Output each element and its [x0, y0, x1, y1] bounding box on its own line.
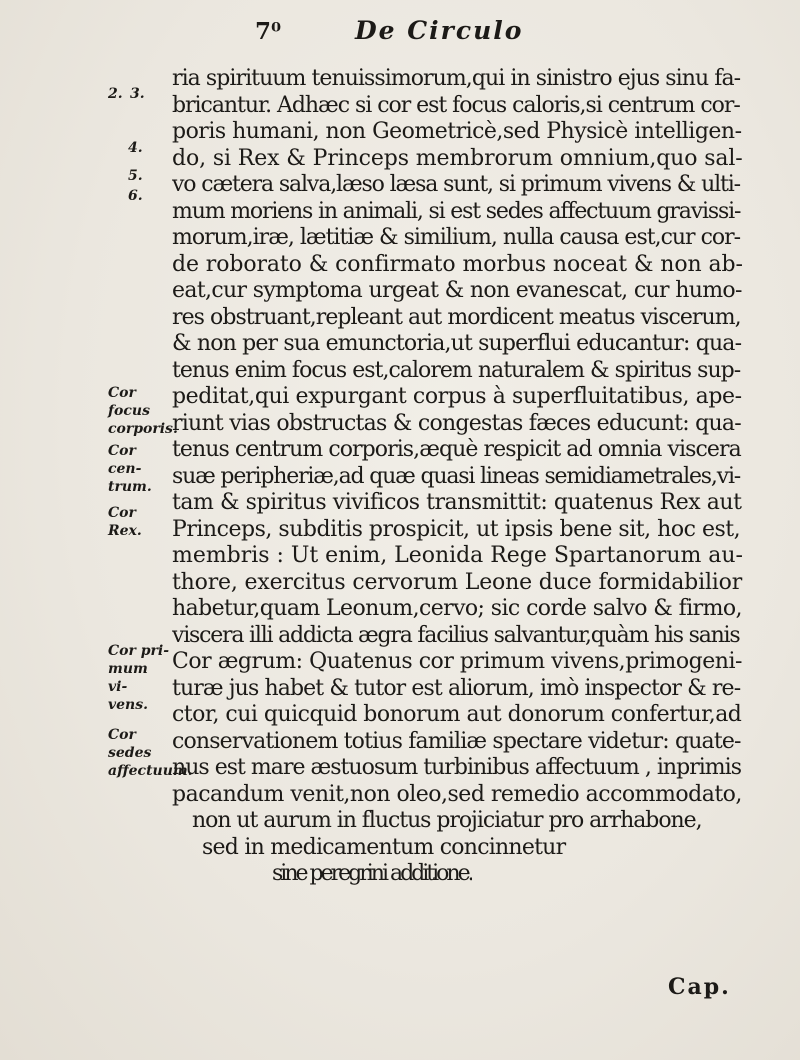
margin-number: 6.	[128, 188, 143, 204]
margin-note: Cor pri- mum vi- vens.	[108, 643, 170, 713]
catchword: Cap.	[668, 974, 731, 1000]
text-line: thore, exercitus cervorum Leone duce formidabilior	[172, 569, 743, 595]
text-line: & non per sua emunctoria,ut superflui educantur: qua-	[172, 331, 742, 356]
page-number: 7⁰	[255, 18, 282, 45]
text-line: membris : Ut enim, Leonida Rege Spartanorum au-	[172, 543, 743, 568]
text-line: peditat,qui expurgant corpus à superfluitatibus, ape-	[172, 384, 742, 409]
text-line: conservationem totius familiæ spectare videtur: quate-	[172, 728, 741, 754]
text-line: bricantur. Adhæc si cor est focus caloris,si centrum cor-	[172, 92, 740, 118]
text-line: res obstruant,repleant aut mordicent meatus viscerum,	[172, 304, 741, 330]
text-line: mum moriens in animali, si est sedes affectuum gravissi-	[172, 198, 741, 224]
text-line: tenus enim focus est,calorem naturalem & spiritus sup-	[172, 357, 741, 383]
text-line: vo cætera salva,læso læsa sunt, si primum vivens & ulti-	[172, 172, 740, 197]
text-line: sed in medicamentum concinnetur	[202, 834, 566, 860]
text-line: do, si Rex & Princeps membrorum omnium,quo sal-	[172, 145, 743, 171]
text-line: eat,cur symptoma urgeat & non evanescat, cur humo-	[172, 278, 742, 303]
text-line: nus est mare æstuosum turbinibus affectuum , inprimis	[172, 755, 742, 780]
text-line: riunt vias obstructas & congestas fæces educunt: qua-	[172, 410, 741, 436]
text-line: suæ peripheriæ,ad quæ quasi lineas semidiametrales,vi-	[172, 463, 741, 489]
margin-number: 4.	[128, 140, 143, 156]
margin-number: 3.	[130, 86, 145, 102]
page-header	[245, 16, 605, 52]
margin-number: 2.	[108, 86, 123, 102]
text-line: turæ jus habet & tutor est aliorum, imò inspector & re-	[172, 675, 741, 701]
margin-note: Cor cen- trum.	[108, 443, 152, 495]
margin-note: Cor sedes affectuum.	[108, 727, 193, 779]
text-line: pacandum venit,non oleo,sed remedio accommodato,	[172, 781, 742, 807]
margin-note: Cor Rex.	[108, 505, 142, 539]
margin-note: Cor focus corporis.	[108, 385, 178, 437]
text-line: Princeps, subditis prospicit, ut ipsis bene sit, hoc est,	[172, 516, 741, 542]
running-title: De Circulo	[355, 16, 524, 45]
text-line: tam & spiritus vivificos transmittit: quatenus Rex aut	[172, 490, 742, 515]
margin-number: 5.	[128, 168, 143, 184]
text-line: morum,iræ, lætitiæ & similium, nulla causa est,cur cor-	[172, 225, 741, 250]
text-line: Cor ægrum: Quatenus cor primum vivens,primogeni-	[172, 649, 742, 674]
main-text-block	[172, 66, 752, 888]
text-line: viscera illi addicta ægra facilius salvantur,quàm his sanis	[172, 622, 740, 648]
text-line: habetur,quam Leonum,cervo; sic corde salvo & firmo,	[172, 596, 742, 621]
text-line: ctor, cui quicquid bonorum aut donorum confertur,ad	[172, 702, 742, 727]
text-line: de roborato & confirmato morbus noceat & non ab-	[172, 251, 743, 277]
text-line: tenus centrum corporis,æquè respicit ad omnia viscera	[172, 437, 741, 462]
text-line: poris humani, non Geometricè,sed Physicè intelligen-	[172, 119, 742, 144]
text-line: ria spirituum tenuissimorum,qui in sinistro ejus sinu fa-	[172, 66, 741, 91]
text-line: sine peregrini additione.	[272, 861, 472, 886]
text-line: non ut aurum in fluctus projiciatur pro arrhabone,	[192, 808, 702, 833]
